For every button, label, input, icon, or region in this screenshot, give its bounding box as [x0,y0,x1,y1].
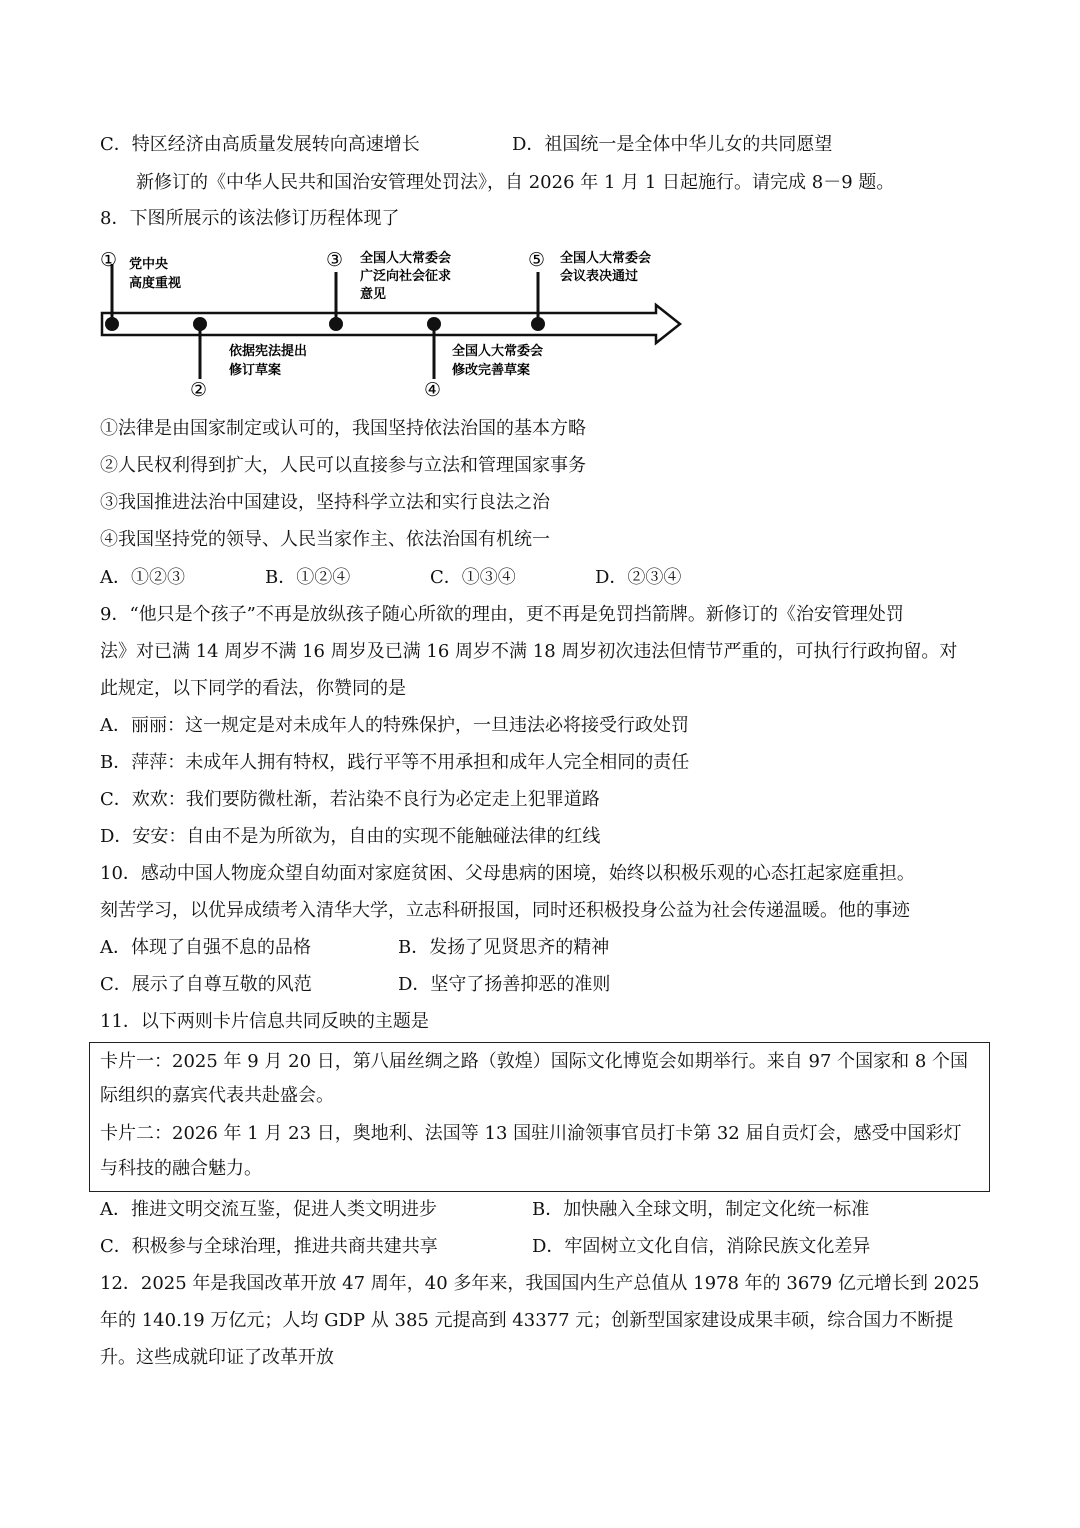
q8-option-c[interactable]: C．①③④ [430,567,516,588]
timeline-node-2-number: ② [190,379,208,401]
timeline-node-3-line-1: 全国人大常委会 [360,251,452,266]
timeline-node-3-line-2: 广泛向社会征求 [360,269,452,284]
q11-option-b[interactable]: B．加快融入全球文明，制定文化统一标准 [532,1199,870,1220]
q8-statement-4: ④我国坚持党的领导、人民当家作主、依法治国有机统一 [100,529,550,550]
q10-option-d[interactable]: D．坚守了扬善抑恶的准则 [398,974,611,995]
q9-option-a[interactable]: A．丽丽：这一规定是对未成年人的特殊保护，一旦违法必将接受行政处罚 [100,715,689,736]
q10-stem-line-1: 10．感动中国人物庞众望自幼面对家庭贫困、父母患病的困境，始终以积极乐观的心态扛起家庭重担。 [100,863,915,884]
q9-stem-line-2: 法》对已满 14 周岁不满 16 周岁及已满 16 周岁不满 18 周岁初次违法但情节严重的，可执行行政拘留。对 [100,641,958,662]
q9-stem-line-1: 9．“他只是个孩子”不再是放纵孩子随心所欲的理由，更不再是免罚挡箭牌。新修订的《治安管理处罚 [100,604,904,625]
q8-statement-2: ②人民权利得到扩大，人民可以直接参与立法和管理国家事务 [100,455,586,476]
q7-option-c[interactable]: C．特区经济由高质量发展转向高速增长 [100,134,420,155]
timeline-node-1-line-2: 高度重视 [129,276,182,291]
q7-option-d[interactable]: D．祖国统一是全体中华儿女的共同愿望 [512,134,833,155]
timeline-node-1-number: ① [100,249,118,271]
card-one-line-2: 际组织的嘉宾代表共赴盛会。 [100,1085,334,1106]
timeline-node-4-number: ④ [424,379,442,401]
q10-option-a[interactable]: A．体现了自强不息的品格 [100,937,311,958]
card-two-line-1: 卡片二：2026 年 1 月 23 日，奥地利、法国等 13 国驻川渝领事官员打卡第 32 届自贡灯会，感受中国彩灯 [100,1123,962,1144]
q12-stem-line-1: 12．2025 年是我国改革开放 47 周年，40 多年来，我国国内生产总值从 1978 年的 3679 亿元增长到 2025 [100,1273,980,1294]
timeline-arrow [102,305,680,343]
timeline-node-3-line-3: 意见 [360,287,387,302]
q8-option-b[interactable]: B．①②④ [265,567,351,588]
q9-option-c[interactable]: C．欢欢：我们要防微杜渐，若沾染不良行为必定走上犯罪道路 [100,789,600,810]
timeline-node-5-number: ⑤ [528,249,546,271]
q11-stem: 11．以下两则卡片信息共同反映的主题是 [100,1011,429,1032]
q10-stem-line-2: 刻苦学习，以优异成绩考入清华大学，立志科研报国，同时还积极投身公益为社会传递温暖。他的事迹 [100,900,910,921]
timeline-node-4-line-2: 修改完善草案 [452,363,531,378]
q8-stem: 8．下图所展示的该法修订历程体现了 [100,208,400,229]
q11-option-d[interactable]: D．牢固树立文化自信，消除民族文化差异 [532,1236,871,1257]
q8-option-d[interactable]: D．②③④ [595,567,682,588]
q10-option-c[interactable]: C．展示了自尊互敬的风范 [100,974,312,995]
q12-stem-line-2: 年的 140.19 万亿元；人均 GDP 从 385 元提高到 43377 元；创新型国家建设成果丰硕，综合国力不断提 [100,1310,954,1331]
timeline-node-5-line-2: 会议表决通过 [560,269,639,284]
timeline-node-2-line-2: 修订草案 [229,363,282,378]
card-two-line-2: 与科技的融合魅力。 [100,1158,262,1179]
q8-statement-1: ①法律是由国家制定或认可的，我国坚持依法治国的基本方略 [100,418,586,439]
revision-timeline-diagram [98,246,698,406]
section-intro: 新修订的《中华人民共和国治安管理处罚法》，自 2026 年 1 月 1 日起施行。请完成 8－9 题。 [136,172,895,193]
timeline-node-1-line-1: 党中央 [129,257,169,272]
q10-option-b[interactable]: B．发扬了见贤思齐的精神 [398,937,610,958]
q12-stem-line-3: 升。这些成就印证了改革开放 [100,1347,334,1368]
q8-statement-3: ③我国推进法治中国建设，坚持科学立法和实行良法之治 [100,492,550,513]
timeline-node-3-number: ③ [326,249,344,271]
q11-option-a[interactable]: A．推进文明交流互鉴，促进人类文明进步 [100,1199,437,1220]
q11-option-c[interactable]: C．积极参与全球治理，推进共商共建共享 [100,1236,438,1257]
timeline-node-2-line-1: 依据宪法提出 [229,344,308,359]
card-one-line-1: 卡片一：2025 年 9 月 20 日，第八届丝绸之路（敦煌）国际文化博览会如期举行。来自 97 个国家和 8 个国 [100,1051,969,1072]
timeline-node-5-line-1: 全国人大常委会 [560,251,652,266]
q9-stem-line-3: 此规定，以下同学的看法，你赞同的是 [100,678,406,699]
timeline-node-4-line-1: 全国人大常委会 [452,344,544,359]
q9-option-b[interactable]: B．萍萍：未成年人拥有特权，践行平等不用承担和成年人完全相同的责任 [100,752,690,773]
q9-option-d[interactable]: D．安安：自由不是为所欲为，自由的实现不能触碰法律的红线 [100,826,601,847]
q8-option-a[interactable]: A．①②③ [100,567,185,588]
